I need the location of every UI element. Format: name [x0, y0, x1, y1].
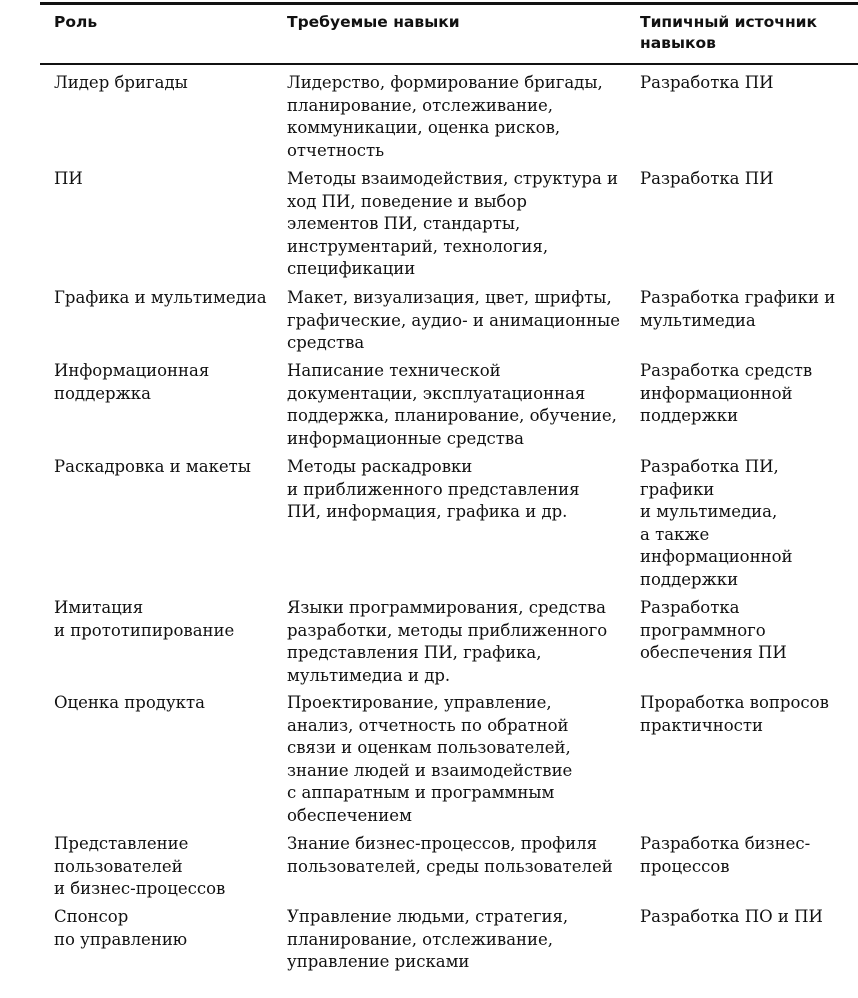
role-cell: Лидер бригады [54, 73, 188, 92]
skills-cell: Проектирование, управление, анализ, отчетность по обратной связи и оценкам пользователей, знание людей и взаимодействие с аппаратным и программным обеспечением [287, 693, 573, 825]
role-cell: Раскадровка и макеты [54, 457, 251, 476]
skills-cell: Управление людьми, стратегия, планирование, отслеживание, управление рисками [287, 907, 569, 971]
role-cell: Представление пользователей и бизнес-процессов [54, 834, 226, 898]
source-cell: Разработка ПО и ПИ [640, 907, 823, 926]
source-cell: Разработка ПИ [640, 169, 774, 188]
role-cell: Оценка продукта [54, 693, 205, 712]
skills-cell: Лидерство, формирование бригады, планирование, отслеживание, коммуникации, оценка рисков, отчетность [287, 73, 603, 160]
skills-cell: Написание технической документации, эксплуатационная поддержка, планирование, обучение, информационные средства [287, 361, 617, 448]
role-cell: Графика и мультимедиа [54, 288, 267, 307]
role-cell: ПИ [54, 169, 83, 188]
header-skills: Требуемые навыки [287, 13, 460, 31]
header-role: Роль [54, 13, 98, 31]
source-cell: Проработка вопросов практичности [640, 693, 829, 735]
table-top-rule [40, 2, 858, 5]
skills-cell: Языки программирования, средства разработки, методы приближенного представления ПИ, графика, мультимедиа и др. [287, 598, 608, 685]
source-cell: Разработка ПИ, графики и мультимедиа, а также информационной поддержки [640, 457, 793, 589]
skills-cell: Методы взаимодействия, структура и ход ПИ, поведение и выбор элементов ПИ, стандарты, инструментарий, технология, спецификации [287, 169, 619, 278]
role-cell: Имитация и прототипирование [54, 598, 235, 640]
skills-cell: Методы раскадровки и приближенного представления ПИ, информация, графика и др. [287, 457, 580, 521]
skills-cell: Знание бизнес-процессов, профиля пользователей, среды пользователей [287, 834, 613, 876]
source-cell: Разработка графики и мультимедиа [640, 288, 836, 330]
source-cell: Разработка средств информационной поддержки [640, 361, 813, 425]
source-cell: Разработка ПИ [640, 73, 774, 92]
role-cell: Спонсор по управлению [54, 907, 188, 949]
source-cell: Разработка программного обеспечения ПИ [640, 598, 787, 662]
table-header-rule [40, 63, 858, 65]
skills-cell: Макет, визуализация, цвет, шрифты, графические, аудио- и анимационные средства [287, 288, 621, 352]
source-cell: Разработка бизнес- процессов [640, 834, 811, 876]
header-source: Типичный источник навыков [640, 13, 818, 52]
role-cell: Информационная поддержка [54, 361, 210, 403]
